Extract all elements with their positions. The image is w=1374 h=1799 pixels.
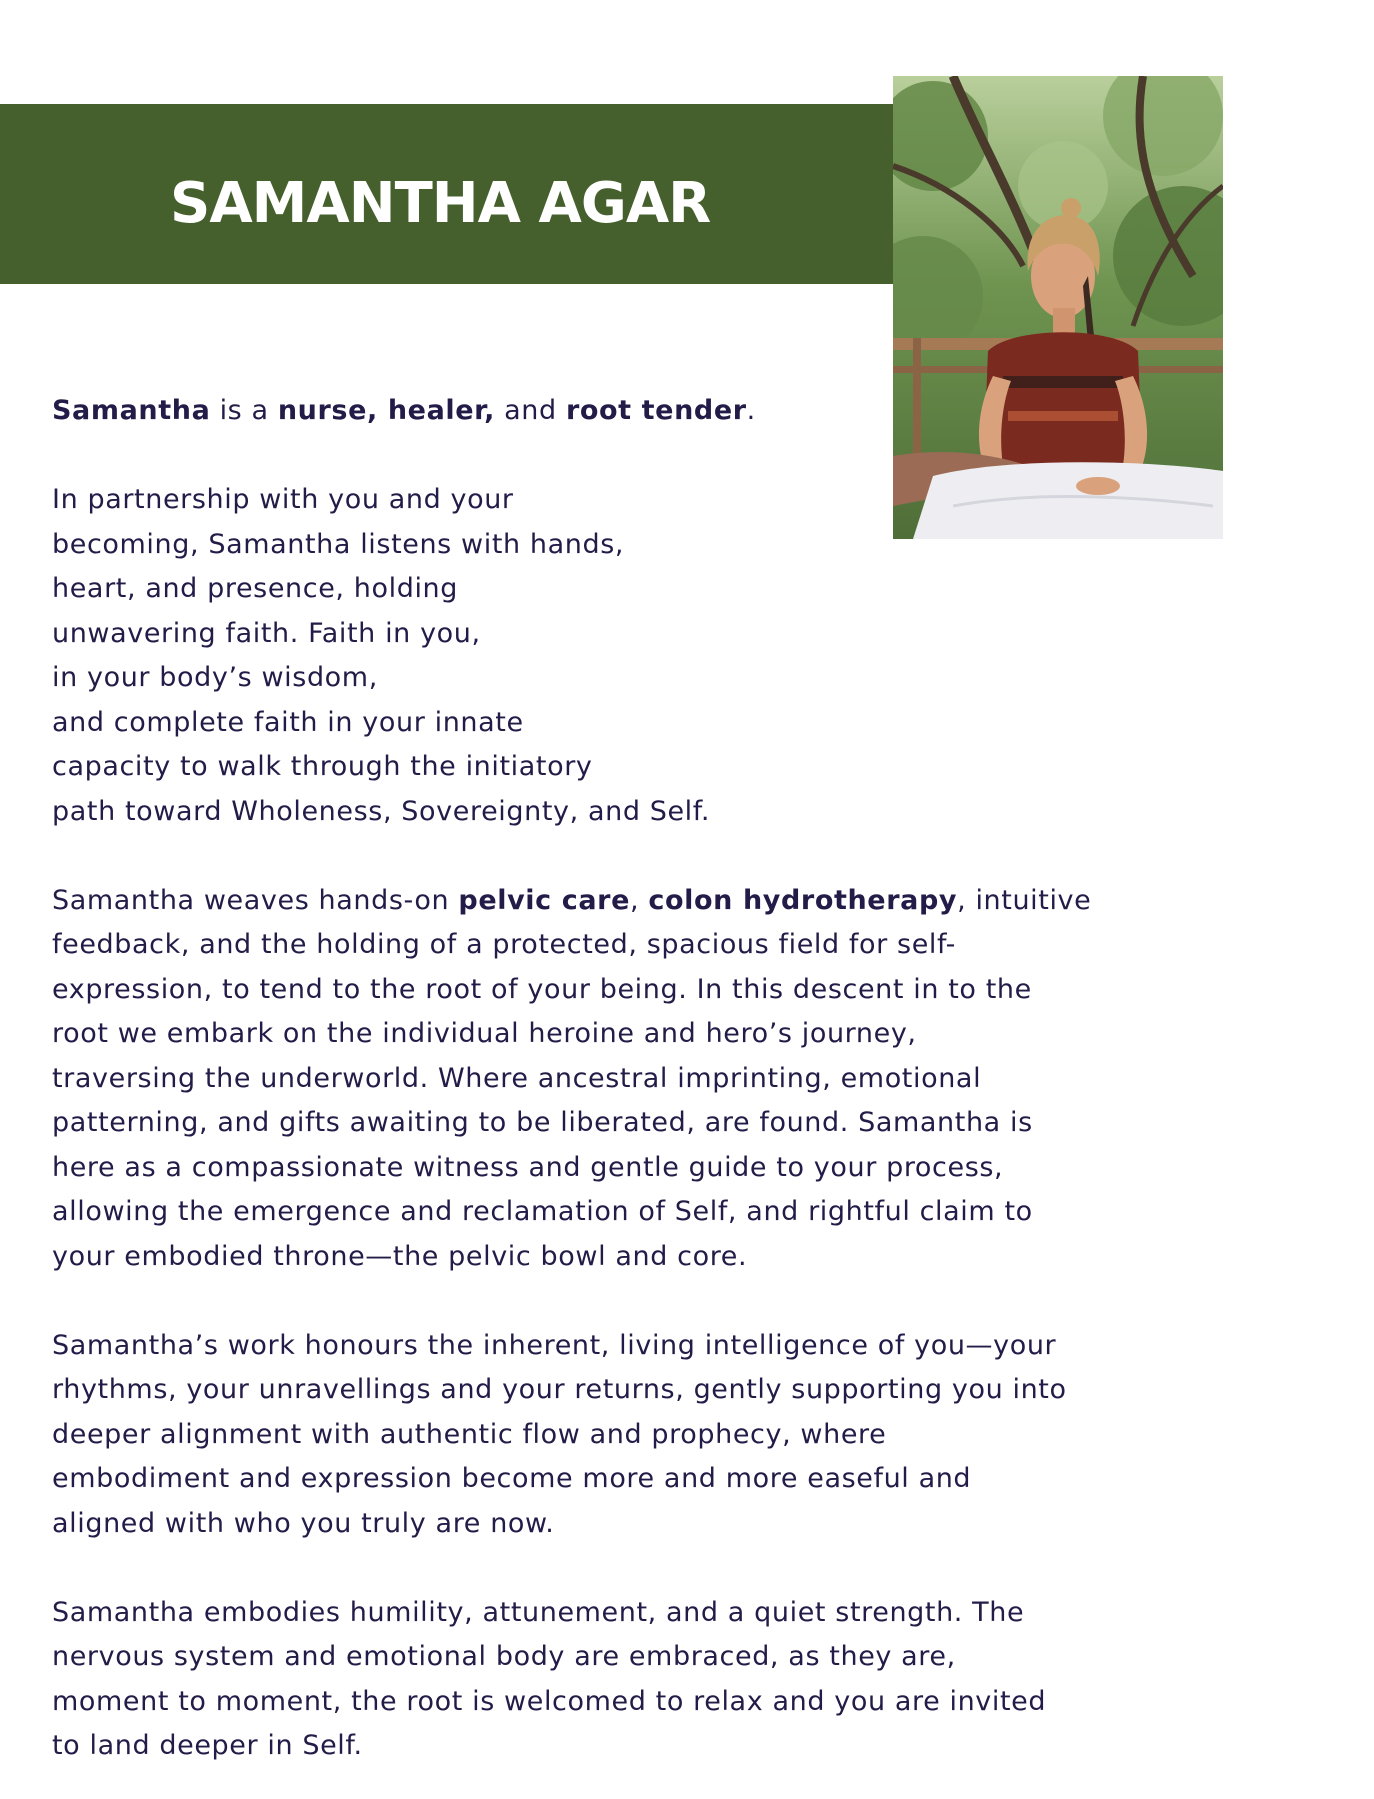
page-title: SAMANTHA AGAR bbox=[170, 171, 711, 236]
paragraph-line: allowing the emergence and reclamation of Self, and rightful claim to bbox=[52, 1196, 1033, 1227]
paragraph-line: path toward Wholeness, Sovereignty, and Self. bbox=[52, 795, 711, 827]
paragraph-line: becoming, Samantha listens with hands, bbox=[52, 528, 625, 560]
practice-text: , bbox=[630, 884, 649, 916]
partnership-paragraph bbox=[52, 478, 1232, 834]
paragraph-line: in your body’s wisdom, bbox=[52, 662, 378, 693]
colon-hydrotherapy-bold: colon hydrotherapy bbox=[648, 884, 958, 916]
paragraph-line: Samantha’s work honours the inherent, living intelligence of you—your bbox=[52, 1329, 1057, 1361]
paragraph-line: here as a compassionate witness and gentle guide to your process, bbox=[52, 1151, 1004, 1183]
name-bold: Samantha bbox=[52, 395, 211, 426]
roles-bold: nurse, healer, bbox=[277, 395, 495, 426]
paragraph-line: unwavering faith. Faith in you, bbox=[52, 617, 481, 649]
practice-paragraph bbox=[52, 879, 1232, 1280]
intro-paragraph bbox=[52, 389, 1232, 434]
paragraph-line: traversing the underworld. Where ancestral imprinting, emotional bbox=[52, 1062, 982, 1094]
paragraph-line: nervous system and emotional body are embraced, as they are, bbox=[52, 1641, 956, 1672]
paragraph-line: and complete faith in your innate bbox=[52, 706, 524, 738]
paragraph-line: your embodied throne—the pelvic bowl and core. bbox=[52, 1240, 748, 1272]
paragraph-line bbox=[52, 879, 1232, 924]
paragraph-line: heart, and presence, holding bbox=[52, 573, 458, 604]
paragraph-line: root we embark on the individual heroine and hero’s journey, bbox=[52, 1018, 917, 1049]
practice-text: , intuitive bbox=[957, 884, 1092, 916]
intro-text: . bbox=[746, 395, 756, 426]
paragraph-line: Samantha embodies humility, attunement, and a quiet strength. The bbox=[52, 1596, 1025, 1628]
role-bold: root tender bbox=[565, 395, 747, 426]
intro-text: and bbox=[494, 395, 566, 426]
practice-text: Samantha weaves hands-on bbox=[52, 884, 459, 916]
paragraph-line: embodiment and expression become more and more easeful and bbox=[52, 1463, 972, 1494]
paragraph-line: moment to moment, the root is welcomed to relax and you are invited bbox=[52, 1685, 1047, 1717]
paragraph-line: capacity to walk through the initiatory bbox=[52, 751, 593, 782]
paragraph-line: expression, to tend to the root of your being. In this descent in to the bbox=[52, 973, 1032, 1005]
pelvic-care-bold: pelvic care bbox=[458, 884, 630, 916]
paragraph-line: In partnership with you and your bbox=[52, 484, 514, 515]
work-paragraph bbox=[52, 1324, 1232, 1547]
intro-line bbox=[52, 389, 1232, 434]
paragraph-line: rhythms, your unravellings and your returns, gently supporting you into bbox=[52, 1374, 1067, 1405]
intro-text: is a bbox=[210, 395, 278, 426]
embodiment-paragraph bbox=[52, 1591, 1232, 1769]
paragraph-line: feedback, and the holding of a protected, spacious field for self- bbox=[52, 929, 956, 960]
paragraph-line: patterning, and gifts awaiting to be liberated, are found. Samantha is bbox=[52, 1107, 1033, 1138]
biography bbox=[52, 389, 1232, 1769]
paragraph-line: to land deeper in Self. bbox=[52, 1730, 363, 1761]
paragraph-line: deeper alignment with authentic flow and prophecy, where bbox=[52, 1418, 887, 1450]
paragraph-line: aligned with who you truly are now. bbox=[52, 1507, 555, 1539]
